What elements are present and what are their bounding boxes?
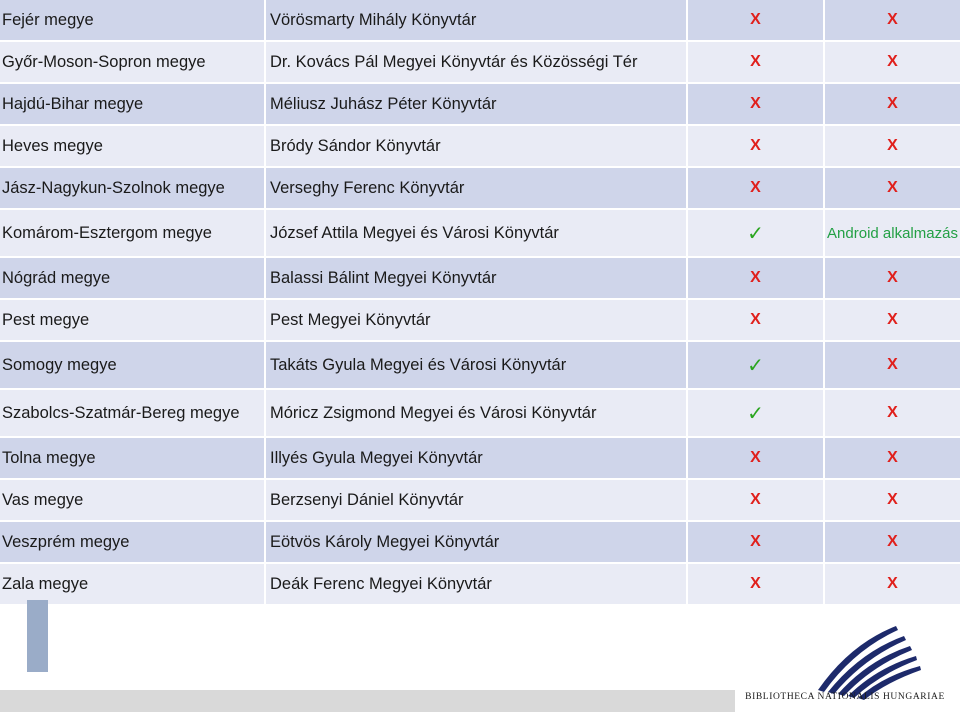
county-cell: Zala megye [0, 564, 266, 604]
table-row [0, 390, 960, 438]
table-row [0, 42, 960, 84]
library-cell: József Attila Megyei és Városi Könyvtár [266, 210, 688, 256]
cross-icon: X [887, 137, 898, 154]
cross-icon: X [750, 449, 761, 466]
cross-icon: X [887, 533, 898, 550]
status-cell-a [688, 210, 825, 256]
library-cell: Vörösmarty Mihály Könyvtár [266, 0, 688, 40]
status-cell-b [825, 126, 960, 166]
check-icon: ✓ [747, 354, 764, 377]
table-row [0, 564, 960, 606]
status-cell-a [688, 522, 825, 562]
table-row [0, 258, 960, 300]
status-cell-b [825, 342, 960, 388]
cross-icon: X [887, 11, 898, 28]
status-cell-a [688, 300, 825, 340]
county-cell: Heves megye [0, 126, 266, 166]
cross-icon: X [750, 311, 761, 328]
status-cell-b [825, 438, 960, 478]
status-cell-a [688, 342, 825, 388]
cross-icon: X [750, 533, 761, 550]
county-cell: Tolna megye [0, 438, 266, 478]
library-cell: Méliusz Juhász Péter Könyvtár [266, 84, 688, 124]
table-row [0, 168, 960, 210]
status-cell-b [825, 480, 960, 520]
status-cell-a [688, 0, 825, 40]
status-cell-a [688, 390, 825, 436]
status-cell-b [825, 522, 960, 562]
county-cell: Komárom-Esztergom megye [0, 210, 266, 256]
cross-icon: X [887, 356, 898, 373]
cross-icon: X [750, 11, 761, 28]
county-cell: Szabolcs-Szatmár-Bereg megye [0, 390, 266, 436]
library-cell: Bródy Sándor Könyvtár [266, 126, 688, 166]
cross-icon: X [887, 311, 898, 328]
status-cell-b [825, 258, 960, 298]
cross-icon: X [887, 575, 898, 592]
table-row [0, 210, 960, 258]
library-cell: Verseghy Ferenc Könyvtár [266, 168, 688, 208]
county-cell: Jász-Nagykun-Szolnok megye [0, 168, 266, 208]
cross-icon: X [887, 95, 898, 112]
cross-icon: X [887, 269, 898, 286]
county-cell: Nógrád megye [0, 258, 266, 298]
table-row [0, 522, 960, 564]
status-cell-a [688, 126, 825, 166]
status-cell-a [688, 84, 825, 124]
county-cell: Somogy megye [0, 342, 266, 388]
library-cell: Takáts Gyula Megyei és Városi Könyvtár [266, 342, 688, 388]
county-cell: Hajdú-Bihar megye [0, 84, 266, 124]
library-cell: Balassi Bálint Megyei Könyvtár [266, 258, 688, 298]
county-cell: Győr-Moson-Sopron megye [0, 42, 266, 82]
check-icon: ✓ [747, 222, 764, 245]
feature-note: Android alkalmazás [827, 224, 958, 242]
status-cell-a [688, 480, 825, 520]
logo-caption: BIBLIOTHECA NATIONALIS HUNGARIAE [745, 692, 945, 702]
cross-icon: X [887, 449, 898, 466]
cross-icon: X [750, 179, 761, 196]
status-cell-b [825, 42, 960, 82]
table-row [0, 300, 960, 342]
cross-icon: X [750, 269, 761, 286]
cross-icon: X [750, 575, 761, 592]
status-cell-b [825, 168, 960, 208]
library-cell: Deák Ferenc Megyei Könyvtár [266, 564, 688, 604]
library-cell: Dr. Kovács Pál Megyei Könyvtár és Közösségi Tér [266, 42, 688, 82]
table-row [0, 126, 960, 168]
cross-icon: X [750, 137, 761, 154]
table-row [0, 84, 960, 126]
county-cell: Vas megye [0, 480, 266, 520]
cross-icon: X [887, 53, 898, 70]
county-cell: Fejér megye [0, 0, 266, 40]
status-cell-a [688, 438, 825, 478]
status-cell-b [825, 210, 960, 256]
county-cell: Veszprém megye [0, 522, 266, 562]
cross-icon: X [750, 491, 761, 508]
status-cell-b [825, 300, 960, 340]
status-cell-a [688, 42, 825, 82]
decorative-blue-bar [27, 600, 48, 672]
status-cell-a [688, 564, 825, 604]
check-icon: ✓ [747, 402, 764, 425]
cross-icon: X [887, 491, 898, 508]
status-cell-a [688, 168, 825, 208]
cross-icon: X [750, 95, 761, 112]
status-cell-b [825, 84, 960, 124]
county-cell: Pest megye [0, 300, 266, 340]
library-cell: Móricz Zsigmond Megyei és Városi Könyvtár [266, 390, 688, 436]
cross-icon: X [887, 179, 898, 196]
library-cell: Illyés Gyula Megyei Könyvtár [266, 438, 688, 478]
status-cell-b [825, 564, 960, 604]
library-cell: Berzsenyi Dániel Könyvtár [266, 480, 688, 520]
table-row [0, 342, 960, 390]
status-cell-a [688, 258, 825, 298]
cross-icon: X [750, 53, 761, 70]
table-row [0, 480, 960, 522]
library-cell: Pest Megyei Könyvtár [266, 300, 688, 340]
footer-gray-bar [0, 690, 735, 712]
status-cell-b [825, 390, 960, 436]
table-row [0, 0, 960, 42]
cross-icon: X [887, 404, 898, 421]
table-row [0, 438, 960, 480]
status-cell-b [825, 0, 960, 40]
library-cell: Eötvös Károly Megyei Könyvtár [266, 522, 688, 562]
